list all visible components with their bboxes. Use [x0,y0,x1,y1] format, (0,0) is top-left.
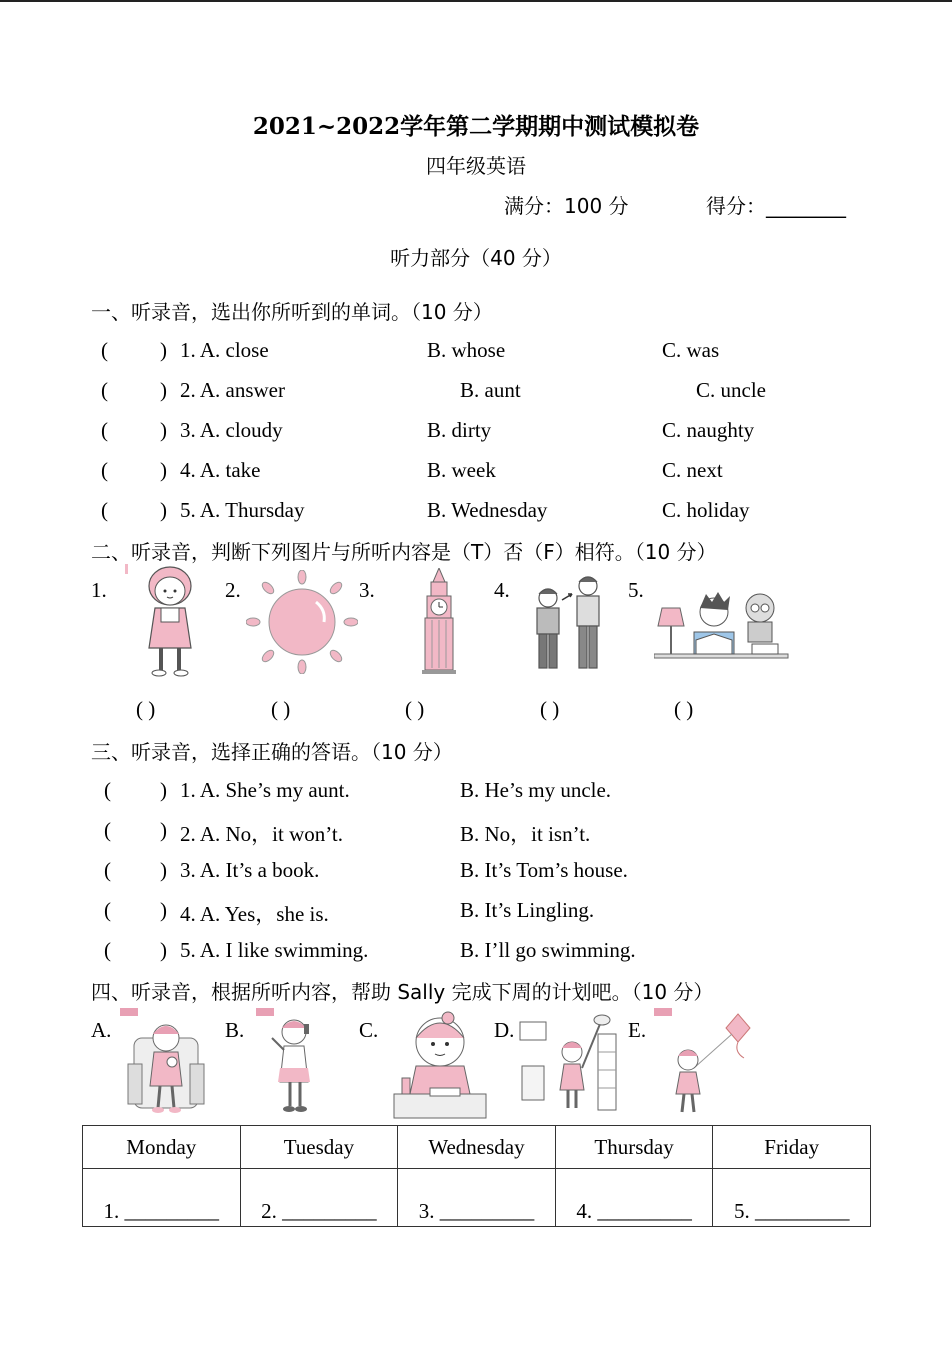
score-field[interactable]: 得分：________ [706,194,846,218]
answer-paren-close: ) [160,338,167,362]
option-a: 1. A. She’s my aunt. [180,778,350,802]
answer-paren-open[interactable]: ( [101,378,108,402]
option-b: B. aunt [460,378,521,402]
picture-label: D. [494,1018,515,1042]
option-a: 5. A. I like swimming. [180,938,369,962]
picture-label: C. [359,1018,379,1042]
option-c: C. uncle [696,378,766,402]
weekly-plan-table [82,1125,871,1227]
full-score: 满分：100 分 [504,194,629,218]
option-b: B. whose [427,338,506,362]
picture-label: 4. [494,578,510,602]
answer-blank[interactable]: 4. _________ [555,1169,713,1227]
listening-title: 听力部分（40 分） [390,246,562,270]
answer-paren-open[interactable]: ( [104,898,111,922]
day-header: Thursday [555,1126,713,1169]
exam-title: 2021~2022学年第二学期期中测试模拟卷 [252,113,700,140]
girl-studying-picture [390,1008,490,1122]
girl-in-armchair-picture [120,1008,212,1120]
two-boys-picture [526,570,612,676]
tf-answer-blank[interactable]: ( ) [674,697,694,721]
option-c: C. holiday [662,498,750,522]
table-answer-row [83,1169,871,1227]
answer-paren-close: ) [160,818,167,842]
option-b: B. It’s Lingling. [460,898,595,922]
answer-blank[interactable]: 2. _________ [240,1169,398,1227]
tf-answer-blank[interactable]: ( ) [540,697,560,721]
tf-answer-blank[interactable]: ( ) [405,697,425,721]
option-a: 4. A. Yes，she is. [180,902,329,926]
day-header: Tuesday [240,1126,398,1169]
answer-paren-open[interactable]: ( [104,938,111,962]
answer-paren-close: ) [160,458,167,482]
section4-title: 四、听录音，根据所听内容，帮助 Sally 完成下周的计划吧。（10 分） [91,980,714,1004]
picture-label: 1. [91,578,107,602]
option-c: C. naughty [662,418,755,442]
answer-paren-close: ) [160,938,167,962]
section3-title: 三、听录音，选择正确的答语。（10 分） [91,740,453,764]
option-a: 3. A. It’s a book. [180,858,320,882]
answer-paren-open[interactable]: ( [104,858,111,882]
answer-paren-close: ) [160,418,167,442]
answer-paren-close: ) [160,498,167,522]
table-header-row [83,1126,871,1169]
answer-paren-close: ) [160,778,167,802]
picture-label: A. [91,1018,112,1042]
day-header: Wednesday [398,1126,556,1169]
answer-blank[interactable]: 3. _________ [398,1169,556,1227]
option-a: 2. A. No，it won’t. [180,822,343,846]
boy-reading-picture [654,582,794,668]
picture-label: B. [225,1018,245,1042]
exam-subtitle: 四年级英语 [426,154,526,178]
answer-paren-open[interactable]: ( [101,338,108,362]
day-header: Friday [713,1126,871,1169]
section2-title: 二、听录音，判断下列图片与所听内容是（T）否（F）相符。（10 分） [91,540,717,564]
option-a: 2. A. answer [180,378,285,402]
girl-picture [125,564,215,682]
tf-answer-blank[interactable]: ( ) [271,697,291,721]
answer-paren-open[interactable]: ( [104,818,111,842]
answer-paren-close: ) [160,898,167,922]
option-a: 1. A. close [180,338,269,362]
sun-picture [246,570,358,674]
top-border [0,0,952,2]
option-a: 4. A. take [180,458,261,482]
picture-label: 5. [628,578,644,602]
option-b: B. He’s my uncle. [460,778,612,802]
answer-blank[interactable]: 1. _________ [83,1169,241,1227]
option-b: B. No，it isn’t. [460,822,591,846]
option-a: 5. A. Thursday [180,498,305,522]
picture-label: E. [628,1018,647,1042]
option-c: C. was [662,338,720,362]
section1-title: 一、听录音，选出你所听到的单词。（10 分） [91,300,493,324]
girl-cleaning-picture [518,1012,624,1116]
option-b: B. It’s Tom’s house. [460,858,628,882]
answer-paren-close: ) [160,858,167,882]
answer-paren-open[interactable]: ( [101,458,108,482]
day-header: Monday [83,1126,241,1169]
girl-on-phone-picture [256,1008,332,1120]
option-b: B. week [427,458,496,482]
picture-label: 2. [225,578,241,602]
option-b: B. I’ll go swimming. [460,938,636,962]
clock-tower-picture [418,568,460,676]
picture-label: 3. [359,578,375,602]
tf-answer-blank[interactable]: ( ) [136,697,156,721]
answer-paren-open[interactable]: ( [101,498,108,522]
girl-flying-kite-picture [654,1008,760,1120]
answer-paren-open[interactable]: ( [104,778,111,802]
option-b: B. Wednesday [427,498,548,522]
option-b: B. dirty [427,418,492,442]
answer-blank[interactable]: 5. _________ [713,1169,871,1227]
option-a: 3. A. cloudy [180,418,283,442]
answer-paren-close: ) [160,378,167,402]
option-c: C. next [662,458,723,482]
answer-paren-open[interactable]: ( [101,418,108,442]
